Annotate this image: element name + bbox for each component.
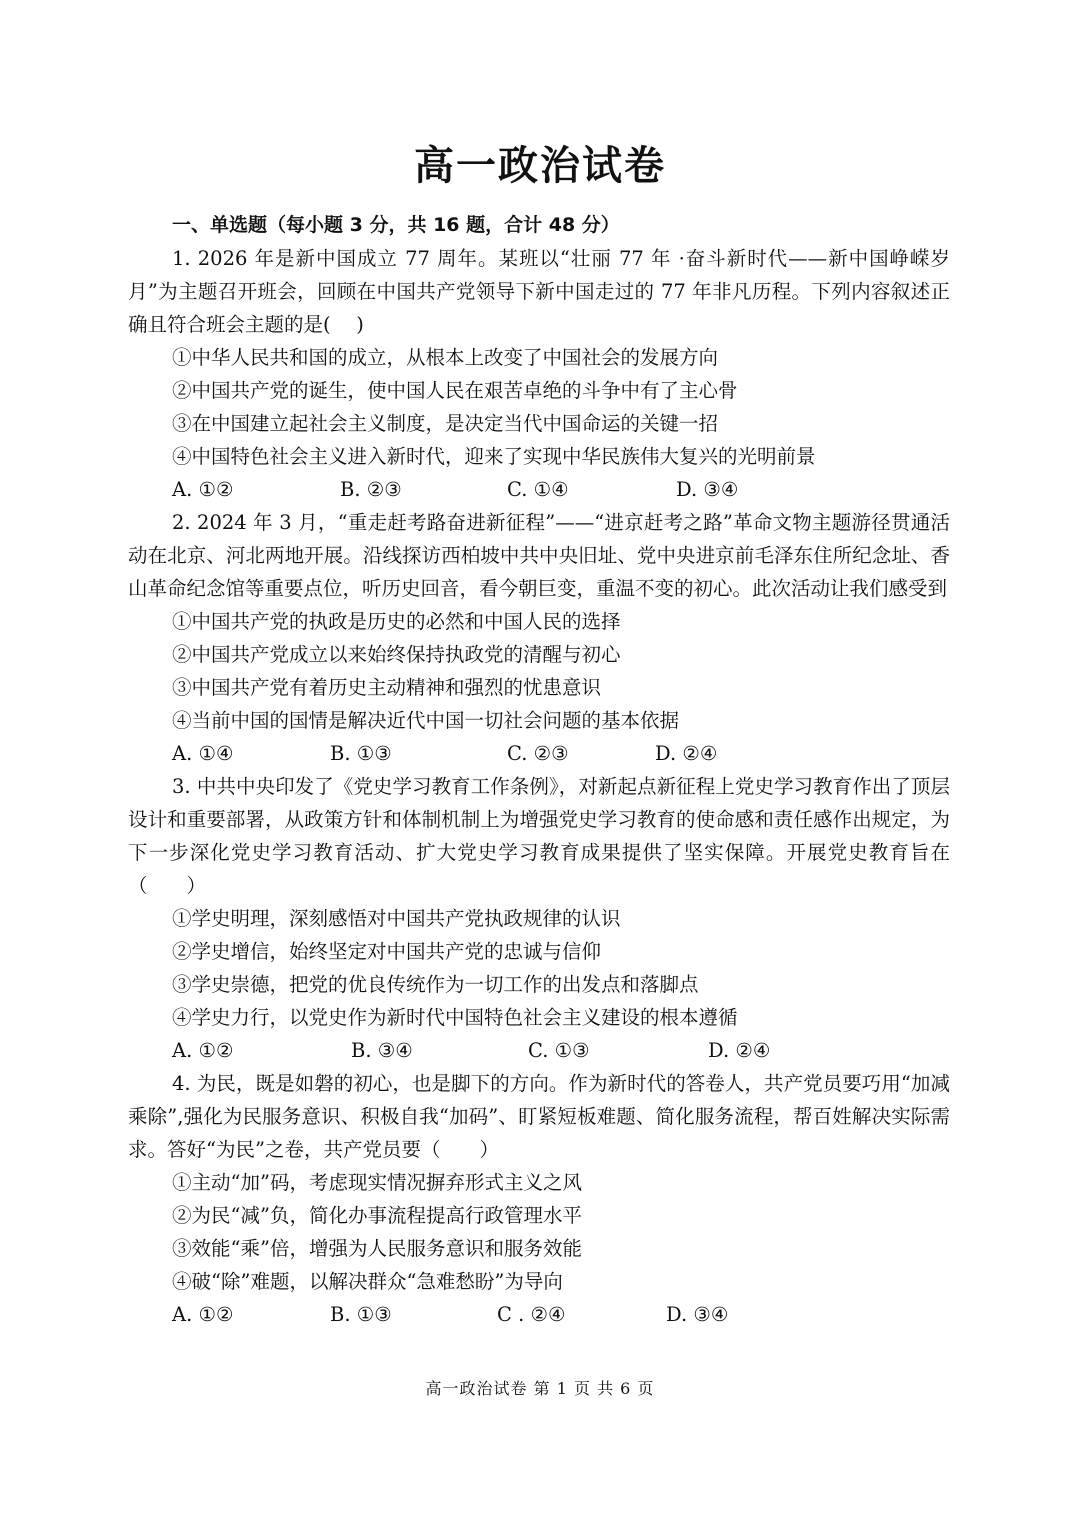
question-3 — [128, 770, 950, 1067]
statement-3: ③在中国建立起社会主义制度，是决定当代中国命运的关键一招 — [172, 412, 719, 435]
question-stem: 3. 中共中央印发了《党史学习教育工作条例》，对新起点新征程上党史学习教育作出了顶层设计和重要部署，从政策方针和体制机制上为增强党史学习教育的使命感和责任感作出规定，为下一步深化党史学习教育活动、扩大党史学习教育成果提供了坚实保障。开展党史教育旨在（ ） — [128, 775, 950, 897]
answer-choices — [128, 473, 950, 506]
page-title: 高一政治试卷 — [414, 143, 666, 189]
choice-c: C. ①④ — [507, 478, 569, 501]
statement-2: ②中国共产党的诞生，使中国人民在艰苦卓绝的斗争中有了主心骨 — [172, 379, 738, 402]
statement-1: ①主动“加”码，考虑现实情况摒弃形式主义之风 — [172, 1171, 582, 1194]
choice-d: D. ②④ — [655, 742, 718, 765]
question-1 — [128, 242, 950, 506]
choice-c: C. ①③ — [528, 1039, 590, 1062]
choice-b: B. ③④ — [351, 1039, 413, 1062]
choice-d: D. ②④ — [708, 1039, 771, 1062]
answer-choices — [128, 737, 950, 770]
question-stem: 2. 2024 年 3 月，“重走赶考路奋进新征程”——“进京赶考之路”革命文物主题游径贯通活动在北京、河北两地开展。沿线探访西柏坡中共中央旧址、党中央进京前毛泽东住所纪念址、香山革命纪念馆等重要点位，听历史回音，看今朝巨变，重温不变的初心。此次活动让我们感受到 — [128, 511, 950, 600]
statement-4: ④破“除”难题，以解决群众“急难愁盼”为导向 — [172, 1270, 563, 1293]
statement-3: ③效能“乘”倍，增强为人民服务意识和服务效能 — [172, 1237, 582, 1260]
question-stem: 1. 2026 年是新中国成立 77 周年。某班以“壮丽 77 年 ·奋斗新时代——新中国峥嵘岁月”为主题召开班会，回顾在中国共产党领导下新中国走过的 77 年非凡历程。下列内容叙述正确且符合班会主题的是( ) — [128, 247, 950, 336]
page-footer: 高一政治试卷 第 1 页 共 6 页 — [425, 1379, 655, 1398]
statement-3: ③学史崇德，把党的优良传统作为一切工作的出发点和落脚点 — [172, 973, 699, 996]
choice-b: B. ①③ — [330, 742, 392, 765]
question-2 — [128, 506, 950, 770]
statement-1: ①中国共产党的执政是历史的必然和中国人民的选择 — [172, 610, 621, 633]
exam-content — [128, 209, 950, 1331]
statement-1: ①中华人民共和国的成立，从根本上改变了中国社会的发展方向 — [172, 346, 719, 369]
choice-b: B. ①③ — [330, 1303, 392, 1326]
choice-a: A. ①② — [172, 1039, 234, 1062]
choice-c: C . ②④ — [497, 1303, 566, 1326]
question-stem: 4. 为民，既是如磐的初心，也是脚下的方向。作为新时代的答卷人，共产党员要巧用“加减乘除”,强化为民服务意识、积极自我“加码”、盯紧短板难题、简化服务流程，帮百姓解决实际需求。答好“为民”之卷，共产党员要（ ） — [128, 1072, 950, 1161]
statement-2: ②学史增信，始终坚定对中国共产党的忠诚与信仰 — [172, 940, 602, 963]
section-header: 一、单选题（每小题 3 分，共 16 题，合计 48 分） — [172, 214, 620, 236]
statement-4: ④中国特色社会主义进入新时代，迎来了实现中华民族伟大复兴的光明前景 — [172, 445, 816, 468]
statement-4: ④当前中国的国情是解决近代中国一切社会问题的基本依据 — [172, 709, 680, 732]
choice-b: B. ②③ — [340, 478, 402, 501]
choice-a: A. ①② — [172, 1303, 234, 1326]
question-4 — [128, 1067, 950, 1331]
choice-d: D. ③④ — [666, 1303, 729, 1326]
statement-4: ④学史力行，以党史作为新时代中国特色社会主义建设的根本遵循 — [172, 1006, 738, 1029]
answer-choices — [128, 1298, 950, 1331]
choice-a: A. ①④ — [172, 742, 234, 765]
statement-3: ③中国共产党有着历史主动精神和强烈的忧患意识 — [172, 676, 602, 699]
choice-a: A. ①② — [172, 478, 234, 501]
answer-choices — [128, 1034, 950, 1067]
choice-d: D. ③④ — [676, 478, 739, 501]
statement-2: ②中国共产党成立以来始终保持执政党的清醒与初心 — [172, 643, 621, 666]
statement-1: ①学史明理，深刻感悟对中国共产党执政规律的认识 — [172, 907, 621, 930]
statement-2: ②为民“减”负，简化办事流程提高行政管理水平 — [172, 1204, 582, 1227]
choice-c: C. ②③ — [507, 742, 569, 765]
